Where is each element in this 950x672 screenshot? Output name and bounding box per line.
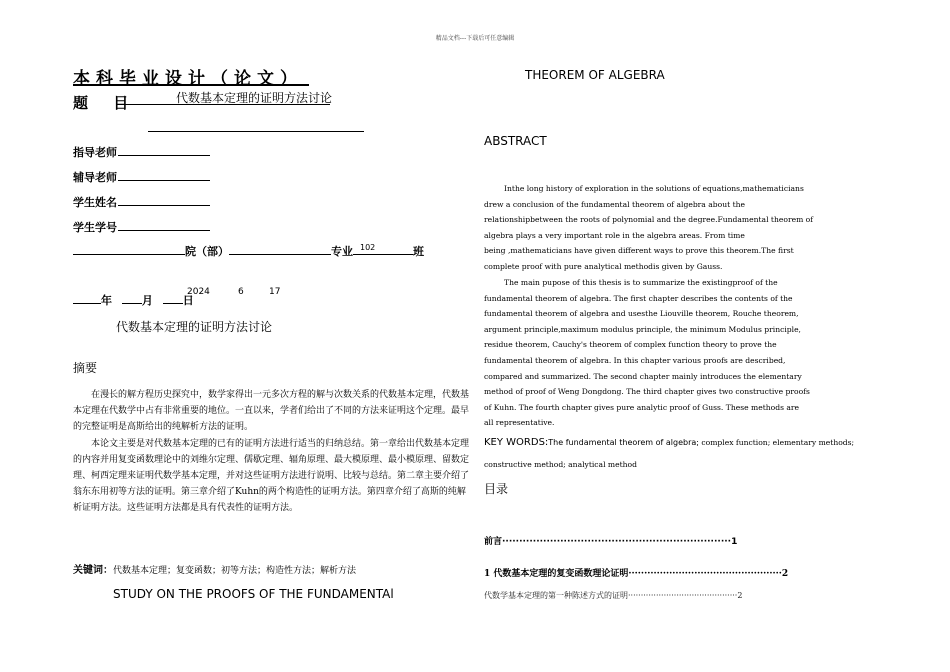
field-id-label: 学生学号	[73, 221, 117, 234]
abstract-en-line: residue theorem, Cauchy's theorem of complex function theory to prove the	[484, 340, 777, 350]
class-label: 班	[413, 245, 424, 258]
keywords-en-value-2: complex function; elementary methods;	[698, 438, 855, 447]
abstract-en-heading: ABSTRACT	[484, 134, 547, 148]
keywords-cn-value: 代数基本定理；复变函数；初等方法；构造性方法；解析方法	[113, 566, 357, 576]
field-advisor-blank	[118, 145, 210, 156]
abstract-en-line: being ,mathematicians have given different ways to prove this theorem.The first	[484, 246, 794, 256]
field-advisor-label: 指导老师	[73, 146, 117, 159]
year-value: 2024	[187, 287, 210, 297]
keywords-en-label: KEY WORDS:	[484, 437, 549, 448]
abstract-en-line: all representative.	[484, 418, 555, 428]
college-label: 院（部）	[185, 245, 229, 258]
cover-main-title: 本科毕业设计（论文）	[73, 69, 303, 89]
abstract-en-line: compared and summarized. The second chapter mainly introduces the elementary	[484, 371, 802, 381]
field-student-id	[73, 219, 210, 235]
abstract-en-line: fundamental theorem of algebra and usesthe Liouville theorem, Rouche theorem,	[484, 309, 799, 319]
field-assistant-blank	[118, 170, 210, 181]
abstract-en-line: argument principle,maximum modulus principle, the minimum Modulus principle,	[484, 324, 801, 334]
abstract-en-para-1	[484, 181, 879, 275]
abstract-en-line: algebra plays a very important role in the algebra areas. From time	[484, 230, 745, 240]
topic-text: 代数基本定理的证明方法讨论	[176, 91, 333, 105]
field-name-label: 学生姓名	[73, 196, 117, 209]
abstract-en-line: relationshipbetween the roots of polynomial and the degree.Fundamental theorem of	[484, 215, 814, 225]
study-title: STUDY ON THE PROOFS OF THE FUNDAMENTAl	[113, 587, 394, 601]
topic-underline-2	[148, 131, 364, 132]
major-number: 102	[360, 243, 376, 252]
field-assistant-label: 辅导老师	[73, 171, 117, 184]
field-name-blank	[118, 195, 210, 206]
title-underline	[73, 84, 309, 86]
field-assistant-advisor	[73, 169, 210, 185]
topic-label: 题 目	[73, 94, 139, 112]
abstract-en-line: drew a conclusion of the fundamental theorem of algebra about the	[484, 199, 746, 209]
month-value: 6	[238, 287, 244, 297]
abstract-en-line: fundamental theorem of algebra. The first chapter describes the contents of the	[484, 293, 793, 303]
major-label: 专业	[331, 245, 353, 258]
college-blank	[73, 244, 185, 255]
abstract-cn-heading: 摘要	[73, 361, 98, 375]
abstract-en-line: The main pupose of this thesis is to summarize the existingproof of the	[504, 278, 778, 287]
header-note: 精品文档---下载后可任意编辑	[435, 35, 515, 42]
keywords-en-value-1: The fundamental theorem of algebra;	[548, 438, 699, 447]
keywords-en-line-2: constructive method; analytical method	[484, 460, 637, 469]
toc-item-preface[interactable]: 前言···································································1	[484, 537, 738, 547]
abstract-cn-para-1: 在漫长的解方程历史探究中，数学家得出一元多次方程的解与次数关系的代数基本定理，代数基本定理在代数学中占有非常重要的地位。一直以来，学者们给出了不同的方法来证明这个定理。最早的完整证明是高斯给出的纯解析方法的证明。	[73, 390, 470, 433]
day-label: 日	[182, 294, 194, 307]
year-blank	[73, 293, 101, 304]
month-label: 月	[141, 294, 153, 307]
theorem-title: THEOREM OF ALGEBRA	[525, 68, 665, 82]
date-row	[73, 292, 194, 308]
abstract-en-para-2	[484, 275, 879, 431]
toc-heading: 目录	[484, 482, 509, 496]
college-blank-2	[229, 244, 331, 255]
keywords-cn	[73, 561, 356, 576]
abstract-cn-para-2: 本论文主要是对代数基本定理的已有的证明方法进行适当的归纳总结。第一章给出代数基本定理的内容并用复变函数理论中的刘维尔定理、儒歇定理、辐角原理、最大模原理、最小模原理、留数定理、柯西定理来证明代数学基本定理，并对这些证明方法进行说明、比较与总结。第二章主要介绍了翁东东用初等方法的证明。第三章介绍了Kuhn的两个构造性的证明方法。第四章介绍了高斯的纯解析证明方法。这些证明方法都是具有代表性的证明方法。	[73, 438, 470, 514]
field-id-blank	[118, 220, 210, 231]
year-label: 年	[101, 294, 112, 307]
keywords-en	[484, 437, 854, 448]
abstract-cn-body	[73, 387, 469, 517]
month-blank	[122, 293, 142, 304]
abstract-en-line: Inthe long history of exploration in the solutions of equations,mathematicians	[504, 184, 804, 193]
abstract-en-line: of Kuhn. The fourth chapter gives pure analytic proof of Guss. These methods are	[484, 402, 800, 412]
toc-item-chapter-1[interactable]: 1 代数基本定理的复变函数理论证明·················································2	[484, 569, 789, 579]
day-blank	[163, 293, 183, 304]
abstract-en-line: fundamental theorem of algebra. In this chapter various proofs are described,	[484, 355, 786, 365]
abstract-subtitle: 代数基本定理的证明方法讨论	[116, 320, 273, 334]
field-student-name	[73, 194, 210, 210]
toc-item-section-1[interactable]: 代数学基本定理的第一种陈述方式的证明···········································2	[484, 591, 743, 600]
day-value: 17	[269, 287, 281, 297]
field-advisor	[73, 144, 210, 160]
abstract-en-line: method of proof of Weng Dongdong. The third chapter gives two constructive proofs	[484, 387, 810, 397]
keywords-cn-label: 关键词：	[73, 565, 113, 576]
abstract-en-line: complete proof with pure analytical methodis given by Gauss.	[484, 261, 723, 271]
